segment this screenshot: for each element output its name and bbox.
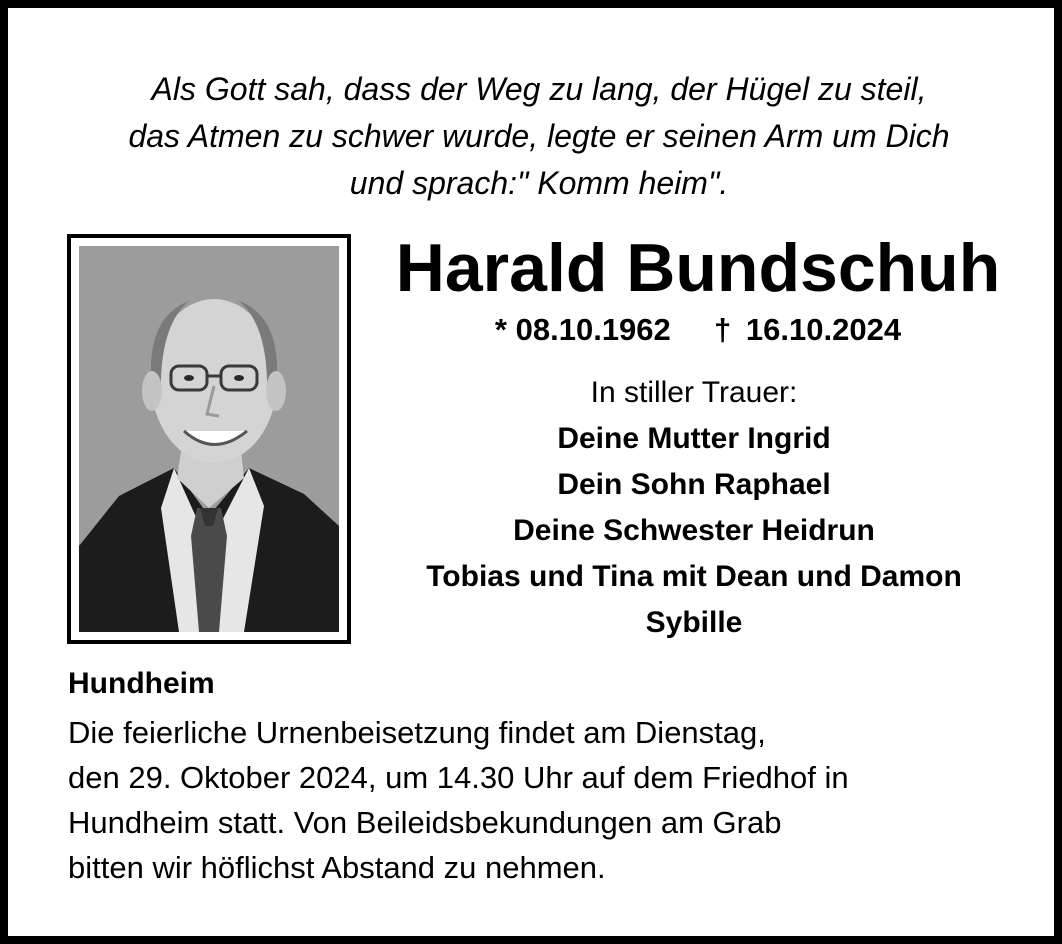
mourning-intro: In stiller Trauer: [590, 376, 798, 409]
mourner-item: Tobias und Tina mit Dean und Damon [426, 560, 962, 593]
notice-line: den 29. Oktober 2024, um 14.30 Uhr auf dem Friedhof in [68, 760, 849, 795]
death-date: 16.10.2024 [745, 312, 902, 347]
notice-line: Die feierliche Urnenbeisetzung findet am Dienstag, [68, 715, 766, 750]
death-cross-icon: † [714, 312, 732, 347]
mourner-item: Deine Mutter Ingrid [557, 422, 831, 455]
location-heading: Hundheim [68, 667, 215, 700]
quote-line: das Atmen zu schwer wurde, legte er seinen Arm um Dich [128, 118, 950, 154]
notice-line: bitten wir höflichst Abstand zu nehmen. [68, 850, 606, 885]
life-dates [368, 310, 1028, 350]
mourner-item: Sybille [645, 606, 743, 639]
mourner-item: Deine Schwester Heidrun [513, 514, 875, 547]
mourner-item: Dein Sohn Raphael [557, 468, 831, 501]
funeral-notice [68, 710, 1018, 890]
birth-symbol: * [494, 312, 507, 347]
memorial-quote [48, 66, 1030, 207]
portrait-illustration [79, 246, 339, 632]
birth-date: 08.10.1962 [515, 312, 671, 347]
deceased-name: Harald Bundschuh [395, 230, 1001, 306]
notice-line: Hundheim statt. Von Beileidsbekundungen am Grab [68, 805, 782, 840]
quote-line: und sprach:" Komm heim". [349, 165, 729, 201]
quote-line: Als Gott sah, dass der Weg zu lang, der Hügel zu steil, [151, 71, 927, 107]
portrait-frame [67, 234, 351, 644]
mourners-list [368, 370, 1020, 646]
portrait-photo [79, 246, 339, 632]
